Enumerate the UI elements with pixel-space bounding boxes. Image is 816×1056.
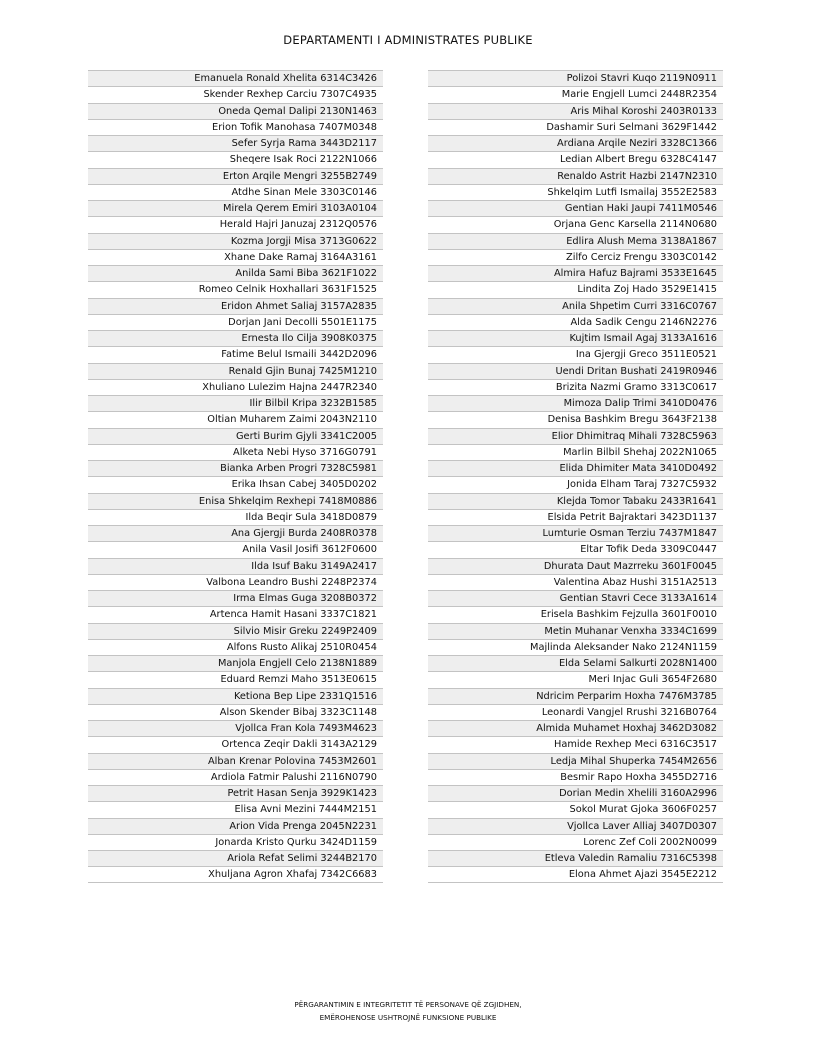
list-item: Skender Rexhep Carciu 7307C4935 [88, 86, 383, 102]
list-item: Xhuliano Lulezim Hajna 2447R2340 [88, 379, 383, 395]
list-item: Ina Gjergji Greco 3511E0521 [428, 346, 723, 362]
list-item: Gentian Haki Jaupi 7411M0546 [428, 200, 723, 216]
list-item: Elda Selami Salkurti 2028N1400 [428, 655, 723, 671]
list-item: Almida Muhamet Hoxhaj 3462D3082 [428, 720, 723, 736]
list-item: Erton Arqile Mengri 3255B2749 [88, 168, 383, 184]
list-item: Emanuela Ronald Xhelita 6314C3426 [88, 70, 383, 86]
list-item: Herald Hajri Januzaj 2312Q0576 [88, 216, 383, 232]
list-item: Valbona Leandro Bushi 2248P2374 [88, 574, 383, 590]
list-item: Metin Muhanar Venxha 3334C1699 [428, 623, 723, 639]
list-item: Renaldo Astrit Hazbi 2147N2310 [428, 168, 723, 184]
list-item: Ardiana Arqile Neziri 3328C1366 [428, 135, 723, 151]
list-item: Dhurata Daut Mazrreku 3601F0045 [428, 558, 723, 574]
list-item: Jonida Elham Taraj 7327C5932 [428, 476, 723, 492]
list-item: Alketa Nebi Hyso 3716G0791 [88, 444, 383, 460]
list-item: Artenca Hamit Hasani 3337C1821 [88, 606, 383, 622]
list-item: Bianka Arben Progri 7328C5981 [88, 460, 383, 476]
list-item: Elida Dhimiter Mata 3410D0492 [428, 460, 723, 476]
list-item: Ariola Refat Selimi 3244B2170 [88, 850, 383, 866]
list-item: Gerti Burim Gjyli 3341C2005 [88, 428, 383, 444]
list-item: Klejda Tomor Tabaku 2433R1641 [428, 493, 723, 509]
list-item: Erisela Bashkim Fejzulla 3601F0010 [428, 606, 723, 622]
list-item: Ilda Isuf Baku 3149A2417 [88, 558, 383, 574]
list-item: Atdhe Sinan Mele 3303C0146 [88, 184, 383, 200]
list-item: Mirela Qerem Emiri 3103A0104 [88, 200, 383, 216]
list-item: Lorenc Zef Coli 2002N0099 [428, 834, 723, 850]
list-item: Xhane Dake Ramaj 3164A3161 [88, 249, 383, 265]
list-item: Ndricim Perparim Hoxha 7476M3785 [428, 688, 723, 704]
list-item: Manjola Engjell Celo 2138N1889 [88, 655, 383, 671]
list-item: Marie Engjell Lumci 2448R2354 [428, 86, 723, 102]
list-item: Majlinda Aleksander Nako 2124N1159 [428, 639, 723, 655]
list-item: Eduard Remzi Maho 3513E0615 [88, 671, 383, 687]
list-item: Erion Tofik Manohasa 7407M0348 [88, 119, 383, 135]
list-item: Ledja Mihal Shuperka 7454M2656 [428, 753, 723, 769]
list-item: Kozma Jorgji Misa 3713G0622 [88, 233, 383, 249]
list-item: Mimoza Dalip Trimi 3410D0476 [428, 395, 723, 411]
list-item: Anila Shpetim Curri 3316C0767 [428, 298, 723, 314]
list-item: Romeo Celnik Hoxhallari 3631F1525 [88, 281, 383, 297]
name-list-left [88, 70, 383, 883]
list-item: Ilda Beqir Sula 3418D0879 [88, 509, 383, 525]
list-item: Alfons Rusto Alikaj 2510R0454 [88, 639, 383, 655]
list-item: Elsida Petrit Bajraktari 3423D1137 [428, 509, 723, 525]
list-item: Kujtim Ismail Agaj 3133A1616 [428, 330, 723, 346]
list-item: Petrit Hasan Senja 3929K1423 [88, 785, 383, 801]
list-item: Polizoi Stavri Kuqo 2119N0911 [428, 70, 723, 86]
footer-line-1: PËRGARANTIMIN E INTEGRITETIT TË PERSONAVE QË ZGJIDHEN, [294, 1000, 522, 1009]
list-item: Renald Gjin Bunaj 7425M1210 [88, 363, 383, 379]
list-item: Sefer Syrja Rama 3443D2117 [88, 135, 383, 151]
list-item: Dorian Medin Xhelili 3160A2996 [428, 785, 723, 801]
list-item: Orjana Genc Karsella 2114N0680 [428, 216, 723, 232]
list-item: Eltar Tofik Deda 3309C0447 [428, 541, 723, 557]
list-item: Almira Hafuz Bajrami 3533E1645 [428, 265, 723, 281]
list-item: Elior Dhimitraq Mihali 7328C5963 [428, 428, 723, 444]
list-item: Jonarda Kristo Qurku 3424D1159 [88, 834, 383, 850]
name-list-right [428, 70, 723, 883]
list-item: Aris Mihal Koroshi 2403R0133 [428, 103, 723, 119]
footer-line-2: EMËROHENOSE USHTROJNË FUNKSIONE PUBLIKE [319, 1013, 497, 1022]
list-item: Alson Skender Bibaj 3323C1148 [88, 704, 383, 720]
list-item: Lindita Zoj Hado 3529E1415 [428, 281, 723, 297]
list-item: Leonardi Vangjel Rrushi 3216B0764 [428, 704, 723, 720]
list-item: Lumturie Osman Terziu 7437M1847 [428, 525, 723, 541]
list-item: Ketiona Bep Lipe 2331Q1516 [88, 688, 383, 704]
list-item: Alda Sadik Cengu 2146N2276 [428, 314, 723, 330]
list-item: Etleva Valedin Ramaliu 7316C5398 [428, 850, 723, 866]
list-item: Meri Injac Guli 3654F2680 [428, 671, 723, 687]
list-item: Arion Vida Prenga 2045N2231 [88, 818, 383, 834]
list-item: Ortenca Zeqir Dakli 3143A2129 [88, 736, 383, 752]
list-item: Elisa Avni Mezini 7444M2151 [88, 801, 383, 817]
list-item: Oneda Qemal Dalipi 2130N1463 [88, 103, 383, 119]
list-item: Ana Gjergji Burda 2408R0378 [88, 525, 383, 541]
page-title: DEPARTAMENTI I ADMINISTRATES PUBLIKE [283, 33, 533, 47]
list-item: Anila Vasil Josifi 3612F0600 [88, 541, 383, 557]
list-item: Elona Ahmet Ajazi 3545E2212 [428, 866, 723, 882]
list-item: Brizita Nazmi Gramo 3313C0617 [428, 379, 723, 395]
list-item: Xhuljana Agron Xhafaj 7342C6683 [88, 866, 383, 882]
list-item: Irma Elmas Guga 3208B0372 [88, 590, 383, 606]
list-item: Enisa Shkelqim Rexhepi 7418M0886 [88, 493, 383, 509]
list-item: Ernesta Ilo Cilja 3908K0375 [88, 330, 383, 346]
list-item: Zilfo Cerciz Frengu 3303C0142 [428, 249, 723, 265]
list-item: Alban Krenar Polovina 7453M2601 [88, 753, 383, 769]
list-item: Ardiola Fatmir Palushi 2116N0790 [88, 769, 383, 785]
list-item: Erika Ihsan Cabej 3405D0202 [88, 476, 383, 492]
list-item: Dashamir Suri Selmani 3629F1442 [428, 119, 723, 135]
list-item: Marlin Bilbil Shehaj 2022N1065 [428, 444, 723, 460]
list-item: Ledian Albert Bregu 6328C4147 [428, 151, 723, 167]
list-item: Gentian Stavri Cece 3133A1614 [428, 590, 723, 606]
list-item: Denisa Bashkim Bregu 3643F2138 [428, 411, 723, 427]
list-item: Oltian Muharem Zaimi 2043N2110 [88, 411, 383, 427]
list-item: Anilda Sami Biba 3621F1022 [88, 265, 383, 281]
list-item: Hamide Rexhep Meci 6316C3517 [428, 736, 723, 752]
list-item: Ilir Bilbil Kripa 3232B1585 [88, 395, 383, 411]
list-item: Vjollca Fran Kola 7493M4623 [88, 720, 383, 736]
list-item: Edlira Alush Mema 3138A1867 [428, 233, 723, 249]
list-item: Vjollca Laver Alliaj 3407D0307 [428, 818, 723, 834]
list-item: Dorjan Jani Decolli 5501E1175 [88, 314, 383, 330]
list-item: Uendi Dritan Bushati 2419R0946 [428, 363, 723, 379]
list-item: Besmir Rapo Hoxha 3455D2716 [428, 769, 723, 785]
list-item: Shkelqim Lutfi Ismailaj 3552E2583 [428, 184, 723, 200]
list-item: Sokol Murat Gjoka 3606F0257 [428, 801, 723, 817]
list-item: Fatime Belul Ismaili 3442D2096 [88, 346, 383, 362]
page-footer [0, 998, 816, 1024]
list-item: Sheqere Isak Roci 2122N1066 [88, 151, 383, 167]
list-item: Silvio Misir Greku 2249P2409 [88, 623, 383, 639]
list-item: Valentina Abaz Hushi 3151A2513 [428, 574, 723, 590]
list-item: Eridon Ahmet Saliaj 3157A2835 [88, 298, 383, 314]
